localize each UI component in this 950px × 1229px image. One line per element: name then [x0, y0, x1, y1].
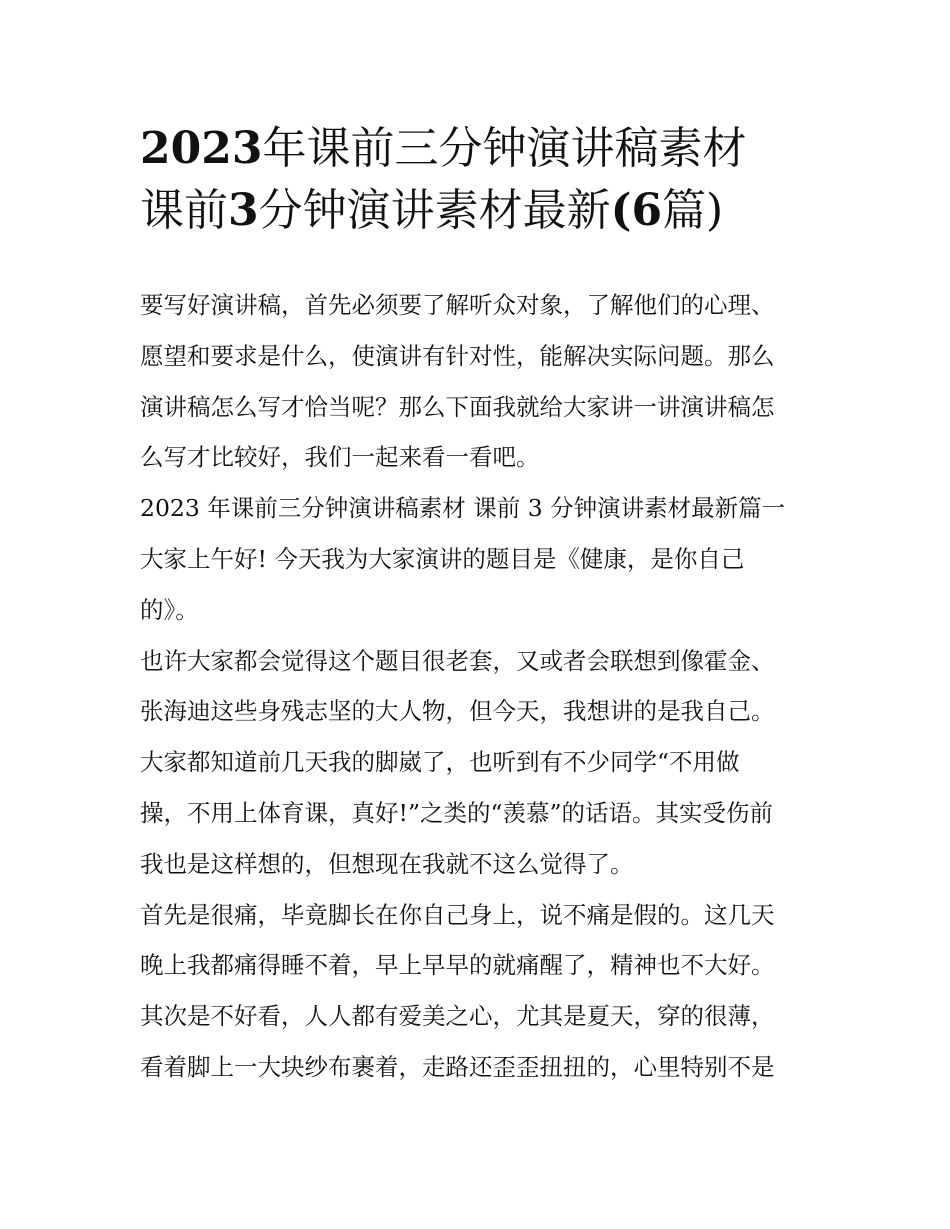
body-line-4: 么写才比较好，我们一起来看一看吧。 — [140, 443, 540, 472]
body-line-11: 操，不用上体育课，真好!”之类的“羡慕”的话语。其实受伤前 — [140, 798, 773, 827]
body-line-3: 演讲稿怎么写才恰当呢？那么下面我就给大家讲一讲演讲稿怎 — [140, 392, 775, 421]
title-number-3: 3 — [228, 185, 259, 236]
title-text-2b: 分钟演讲素材最新 — [258, 185, 611, 236]
body-line-15: 其次是不好看，人人都有爱美之心，尤其是夏天，穿的很薄， — [140, 1002, 775, 1031]
title-text-2c: 篇) — [662, 185, 724, 236]
body-line-14: 晚上我都痛得睡不着，早上早早的就痛醒了，精神也不大好。 — [140, 951, 775, 980]
body-line-10: 大家都知道前几天我的脚崴了，也听到有不少同学“不用做 — [140, 748, 740, 777]
body-line-12: 我也是这样想的，但想现在我就不这么觉得了。 — [140, 849, 634, 878]
body-line-13: 首先是很痛，毕竟脚长在你自己身上，说不痛是假的。这几天 — [140, 900, 775, 929]
body-line-6: 大家上午好! 今天我为大家演讲的题目是《健康，是你自己 — [140, 544, 745, 573]
body-line-2: 愿望和要求是什么，使演讲有针对性，能解决实际问题。那么 — [140, 341, 775, 370]
body-line-9: 张海迪这些身残志坚的大人物，但今天，我想讲的是我自己。 — [140, 697, 775, 726]
section-heading: 2023 年课前三分钟演讲稿素材 课前 3 分钟演讲素材最新篇一 — [140, 494, 786, 523]
document-body — [140, 280, 812, 1093]
body-line-16: 看着脚上一大块纱布裹着，走路还歪歪扭扭的，心里特别不是 — [140, 1052, 775, 1081]
title-year: 2023 — [140, 123, 263, 174]
document-title — [140, 118, 820, 242]
title-line-2 — [140, 180, 820, 242]
body-line-1: 要写好演讲稿，首先必须要了解听众对象，了解他们的心理、 — [140, 291, 775, 319]
body-line-8: 也许大家都会觉得这个题目很老套，又或者会联想到像霍金、 — [140, 646, 775, 675]
title-count: (6 — [610, 185, 663, 236]
title-text-1: 年课前三分钟演讲稿素材 — [262, 123, 747, 174]
title-text-2a: 课前 — [140, 185, 228, 236]
title-line-1 — [140, 118, 820, 180]
body-line-7: 的》。 — [140, 595, 199, 624]
